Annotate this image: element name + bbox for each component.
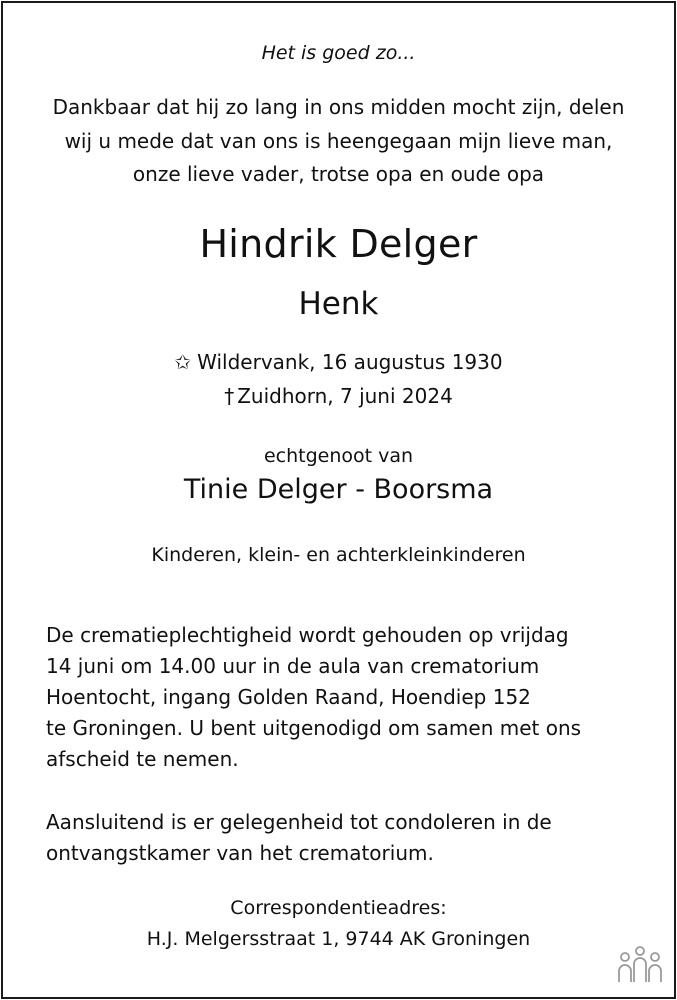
ceremony-line-5: afscheid te nemen. — [46, 747, 239, 771]
ceremony-line-3: Hoentocht, ingang Golden Raand, Hoendiep 152 — [46, 685, 531, 709]
birth-line — [0, 350, 677, 374]
ceremony-line-4: te Groningen. U bent uitgenodigd om samen met ons — [46, 716, 582, 740]
cross-icon: † — [224, 384, 235, 408]
condolence-line-2: ontvangstkamer van het crematorium. — [46, 841, 434, 865]
deceased-nickname: Henk — [298, 286, 379, 322]
birth-text: Wildervank, 16 augustus 1930 — [197, 350, 503, 374]
deceased-full-name: Hindrik Delger — [199, 222, 478, 266]
ceremony-paragraph — [46, 620, 646, 775]
condolence-line-1: Aansluitend is er gelegenheid tot condoleren in de — [46, 810, 552, 834]
motto: Het is goed zo... — [261, 42, 416, 64]
intro-line-3: onze lieve vader, trotse opa en oude opa — [132, 162, 545, 186]
ceremony-line-2: 14 juni om 14.00 uur in de aula van crematorium — [46, 654, 540, 678]
ceremony-line-1: De crematieplechtigheid wordt gehouden op vrijdag — [46, 623, 569, 647]
spouse-label: echtgenoot van — [263, 445, 414, 467]
family-line: Kinderen, klein- en achterkleinkinderen — [151, 544, 526, 566]
death-line — [0, 384, 677, 408]
intro-line-1: Dankbaar dat hij zo lang in ons midden mocht zijn, delen — [52, 95, 625, 119]
spouse-name: Tinie Delger - Boorsma — [183, 474, 494, 505]
intro-line-2: wij u mede dat van ons is heengegaan mijn lieve man, — [64, 129, 613, 153]
condolence-paragraph — [46, 807, 646, 869]
people-group-icon — [616, 944, 664, 984]
correspondence-address: H.J. Melgersstraat 1, 9744 AK Groningen — [146, 928, 531, 950]
death-text: Zuidhorn, 7 juni 2024 — [237, 384, 453, 408]
correspondence-label: Correspondentieadres: — [230, 897, 447, 919]
star-icon: ✩ — [174, 350, 192, 374]
